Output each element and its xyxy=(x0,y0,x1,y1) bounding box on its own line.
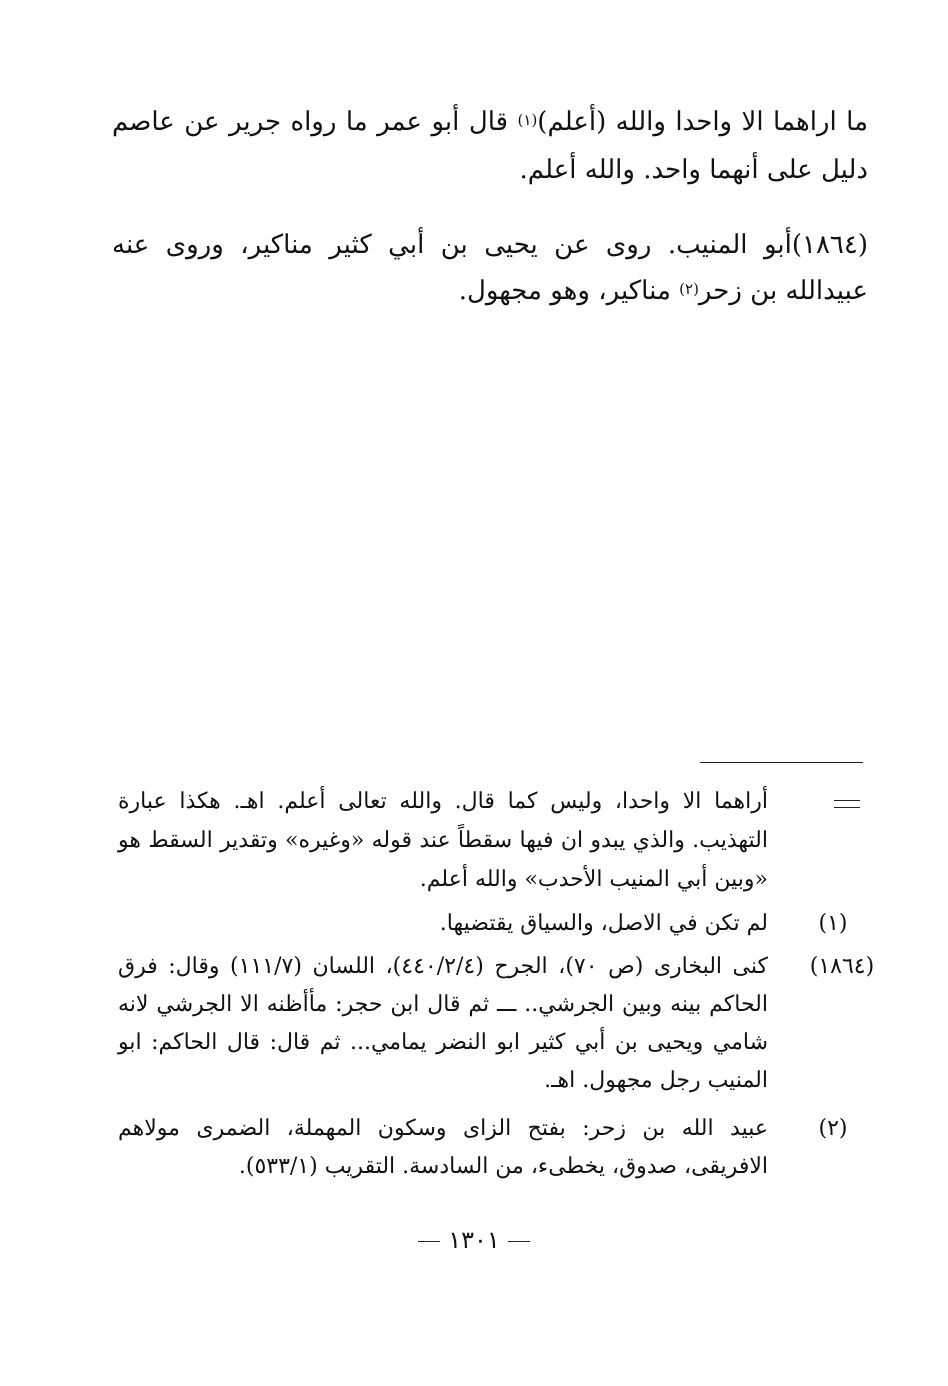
page-number xyxy=(0,1226,948,1254)
para1-text-a: ما اراهما الا واحدا والله (أعلم) xyxy=(537,107,868,137)
footnote-continuation-text: أراهما الا واحدا، وليس كما قال. والله تعالى أعلم. اهـ. هكذا عبارة التهذيب. والذي يبدو ان فيها سقطاً عند قوله «وغيره» وتقدير السقط هو «وبين أبي المنيب الأحدب» والله أعلم. xyxy=(118,789,768,892)
footnote-2-text: عبيد الله بن زحر: بفتح الزاى وسكون المهملة، الضمرى مولاهم الافريقى، صدوق، يخطىء، من السادسة. التقريب (٥٣٣/١). xyxy=(118,1116,768,1179)
footnote-1864-marker: (١٨٦٤) xyxy=(809,954,875,979)
entry-1864 xyxy=(112,222,868,314)
footnote-1864-text: كنى البخارى (ص ٧٠)، الجرح (٤٤٠/٢/٤)، اللسان (١١١/٧) وقال: فرق الحاكم بينه وبين الجرشي.. ـــ ثم قال ابن حجر: مأأظنه الا الجرشي لانه شامي ويحيى بن أبي كثير ابو النضر يمامي... ثم قال: قال الحاكم: ابو المنيب رجل مجهول. اهـ. xyxy=(118,954,769,1093)
footnote-continuation xyxy=(118,782,868,902)
entry-1864-text-a: (١٨٦٤)أبو المنيب. روى عن يحيى بن أبي كثير مناكير، وروى عنه عبيدالله بن زحر xyxy=(112,230,868,306)
page-number-text: ١٣٠١ xyxy=(448,1226,500,1254)
footnote-1-marker: (١) xyxy=(818,911,848,936)
continuation-marker xyxy=(834,800,860,808)
footnote-ref-2[interactable]: (٢) xyxy=(679,280,699,298)
footnote-2-marker: (٢) xyxy=(818,1116,848,1141)
para1-text-b: قال أبو عمر ما رواه جرير عن عاصم دليل على أنهما واحد. والله أعلم. xyxy=(112,107,868,185)
footnote-1-text: لم تكن في الاصل، والسياق يقتضيها. xyxy=(439,911,768,936)
main-paragraph-1 xyxy=(112,98,868,194)
footnote-separator xyxy=(700,762,863,763)
entry-1864-text-b: مناكير، وهو مجهول. xyxy=(458,276,680,306)
footnote-ref-1[interactable]: (١) xyxy=(517,111,538,129)
